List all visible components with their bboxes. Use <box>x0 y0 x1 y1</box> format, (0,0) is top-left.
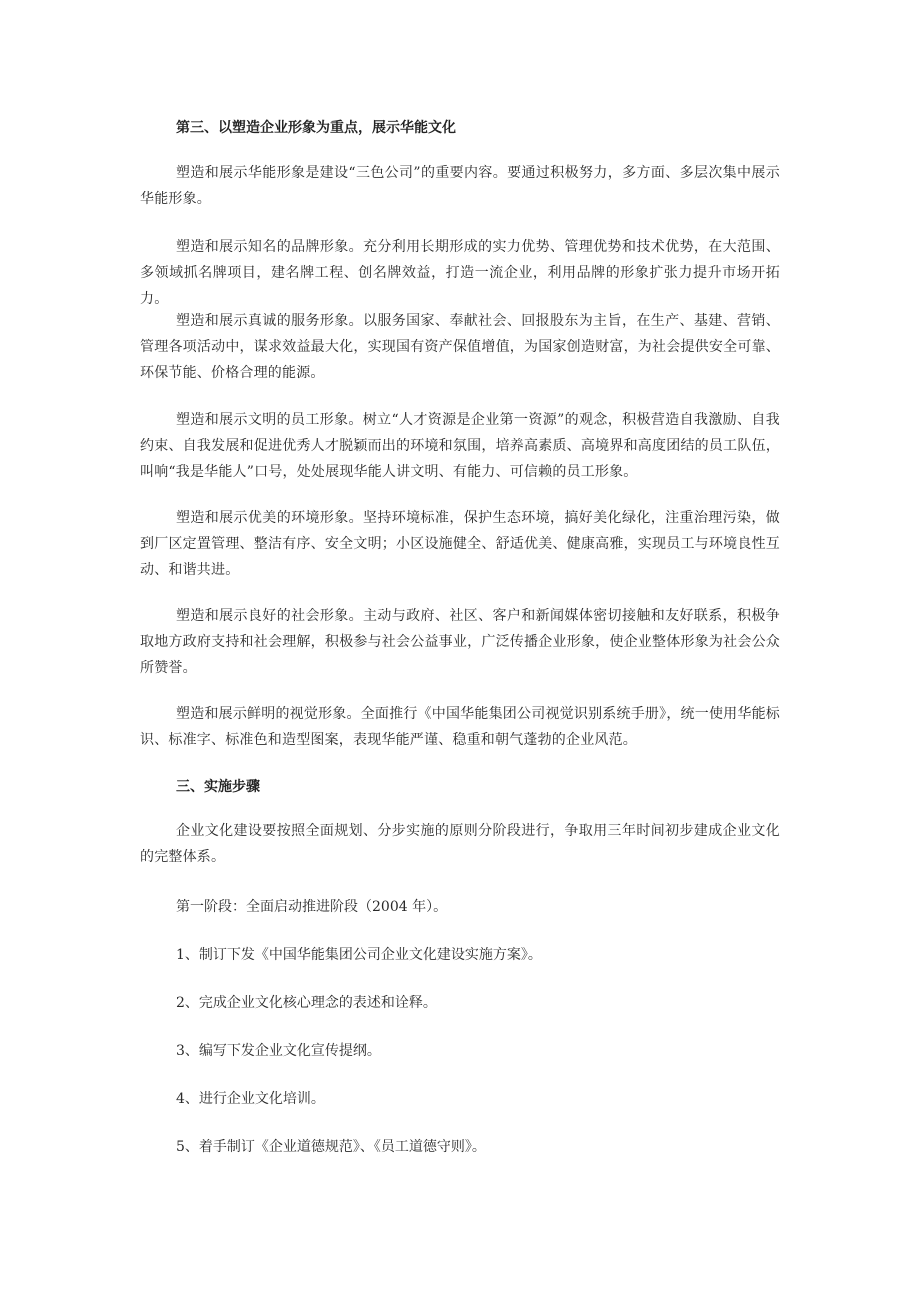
phase-one-title: 第一阶段：全面启动推进阶段（2004 年）。 <box>176 899 448 915</box>
paragraph-visual-image: 塑造和展示鲜明的视觉形象。全面推行《中国华能集团公司视觉识别系统手册》，统一使用华能标识、标准字、标准色和造型图案，表现华能严谨、稳重和朝气蓬勃的企业风范。 <box>140 706 780 748</box>
steps-heading: 三、实施步骤 <box>176 779 260 795</box>
steps-intro-paragraph: 企业文化建设要按照全面规划、分步实施的原则分阶段进行，争取用三年时间初步建成企业文化的完整体系。 <box>140 823 780 865</box>
paragraph-staff-image: 塑造和展示文明的员工形象。树立“人才资源是企业第一资源”的观念，积极营造自我激励、自我约束、自我发展和促进优秀人才脱颖而出的环境和氛围，培养高素质、高境界和高度团结的员工队伍，叫响“我是华能人”口号，处处展现华能人讲文明、有能力、可信赖的员工形象。 <box>140 412 780 480</box>
phase-one-item: 4、进行企业文化培训。 <box>176 1091 325 1107</box>
paragraph-social-image: 塑造和展示良好的社会形象。主动与政府、社区、客户和新闻媒体密切接触和友好联系，积极争取地方政府支持和社会理解，积极参与社会公益事业，广泛传播企业形象，使企业整体形象为社会公众所赞誉。 <box>140 608 780 676</box>
phase-one-item: 3、编写下发企业文化宣传提纲。 <box>176 1043 381 1059</box>
paragraph-brand-image: 塑造和展示知名的品牌形象。充分利用长期形成的实力优势、管理优势和技术优势，在大范围、多领域抓名牌项目，建名牌工程、创名牌效益，打造一流企业，利用品牌的形象扩张力提升市场开拓力。 <box>140 239 780 307</box>
phase-one-item: 2、完成企业文化核心理念的表述和诠释。 <box>176 995 437 1011</box>
section-heading: 第三、以塑造企业形象为重点，展示华能文化 <box>176 120 456 136</box>
phase-one-item: 5、着手制订《企业道德规范》、《员工道德守则》。 <box>176 1139 486 1155</box>
paragraph-environment-image: 塑造和展示优美的环境形象。坚持环境标准，保护生态环境，搞好美化绿化，注重治理污染，做到厂区定置管理、整洁有序、安全文明；小区设施健全、舒适优美、健康高雅，实现员工与环境良性互动、和谐共进。 <box>140 510 780 578</box>
paragraph-brand-intro: 塑造和展示华能形象是建设“三色公司”的重要内容。要通过积极努力，多方面、多层次集中展示华能形象。 <box>140 165 780 207</box>
phase-one-item: 1、制订下发《中国华能集团公司企业文化建设实施方案》。 <box>176 947 542 963</box>
document-page <box>140 0 780 1302</box>
paragraph-service-image: 塑造和展示真诚的服务形象。以服务国家、奉献社会、回报股东为主旨，在生产、基建、营销、管理各项活动中，谋求效益最大化，实现国有资产保值增值，为国家创造财富，为社会提供安全可靠、环保节能、价格合理的能源。 <box>140 313 780 381</box>
